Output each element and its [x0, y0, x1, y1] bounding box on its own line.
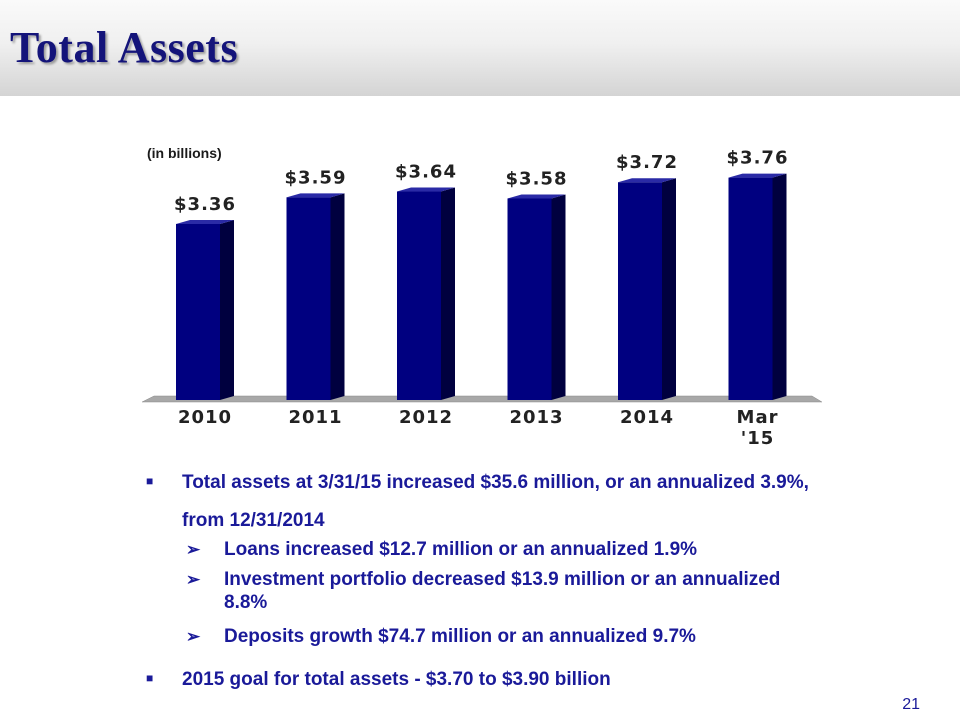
bullet-item: [146, 666, 836, 692]
bar: [618, 178, 676, 400]
bar-side: [662, 178, 676, 400]
square-bullet-icon: ■: [146, 474, 154, 488]
data-label: $3.64: [395, 161, 457, 183]
units-note: (in billions): [147, 145, 222, 161]
arrow-bullet-icon: ➢: [186, 627, 201, 646]
category-label: '15: [740, 428, 775, 449]
category-label: 2011: [288, 407, 343, 428]
category-label: 2012: [398, 407, 454, 428]
bar-side: [331, 193, 345, 400]
bar-side: [441, 188, 455, 400]
sub-bullet-item: [186, 625, 786, 648]
bar: [397, 188, 455, 400]
arrow-bullet-icon: ➢: [186, 570, 201, 589]
data-label: $3.76: [726, 147, 789, 169]
category-label: 2014: [619, 407, 675, 428]
bullet-item: [146, 462, 836, 540]
data-label: $3.59: [284, 167, 347, 189]
page-number: 21: [902, 696, 920, 713]
chart-floor: [142, 396, 822, 402]
bar-side: [773, 174, 787, 400]
data-label: $3.36: [174, 194, 236, 215]
bullet-text: Total assets at 3/31/15 increased $35.6 million, or an annualized 3.9%, from 12/31/2014: [182, 472, 809, 531]
arrow-bullet-icon: ➢: [186, 540, 201, 559]
bar-front: [508, 198, 552, 400]
sub-bullet-text: Investment portfolio decreased $13.9 million or an annualized 8.8%: [224, 569, 781, 613]
category-label: Mar: [736, 407, 779, 428]
data-label: $3.72: [616, 152, 678, 174]
data-label: $3.58: [505, 168, 568, 190]
sub-bullet-item: [186, 538, 786, 561]
sub-bullet-item: [186, 568, 786, 614]
bullet-text: 2015 goal for total assets - $3.70 to $3.90 billion: [182, 669, 611, 690]
bar-side: [220, 220, 234, 400]
bar: [176, 220, 234, 400]
category-label: 2013: [509, 407, 564, 428]
bar-side: [552, 194, 566, 400]
bar: [508, 194, 566, 400]
bar-front: [176, 224, 220, 400]
sub-bullet-text: Deposits growth $74.7 million or an annualized 9.7%: [224, 626, 696, 647]
bar-front: [397, 192, 441, 400]
category-label: 2010: [177, 407, 233, 428]
bar: [729, 174, 787, 400]
bar: [287, 193, 345, 400]
square-bullet-icon: ■: [146, 671, 154, 685]
slide-title: Total Assets: [10, 23, 239, 72]
sub-bullet-text: Loans increased $12.7 million or an annualized 1.9%: [224, 539, 698, 560]
bar-front: [287, 197, 331, 400]
bar-front: [618, 182, 662, 400]
bar-front: [729, 178, 773, 400]
